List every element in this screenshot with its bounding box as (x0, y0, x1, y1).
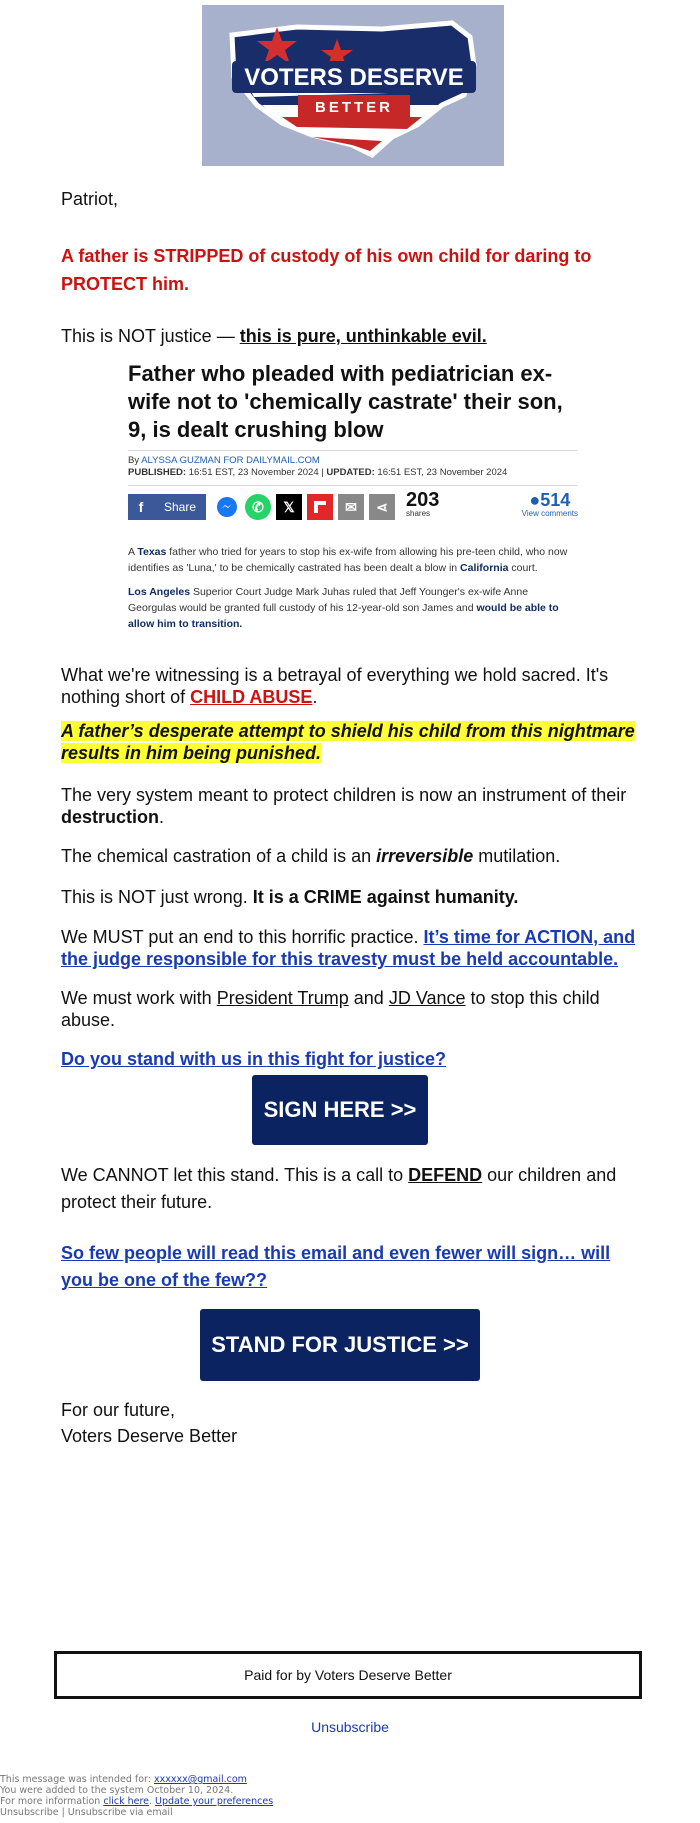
flipboard-icon[interactable] (307, 494, 333, 520)
byline-prefix: By (128, 455, 142, 466)
paid-for-text: Paid for by Voters Deserve Better (244, 1667, 452, 1683)
email-icon[interactable]: ✉ (338, 494, 364, 520)
betrayal-text: What we're witnessing is a betrayal of everything we hold sacred. It's nothing short of (61, 665, 609, 707)
system-period: . (159, 807, 165, 827)
updated-date: 16:51 EST, 23 November 2024 (374, 467, 508, 478)
comment-bubble-icon: ● (529, 490, 541, 510)
signoff (61, 1397, 641, 1449)
para2-c: would be able to allow him to transition. (128, 602, 559, 630)
justice-emphasis: this is pure, unthinkable evil. (239, 326, 487, 346)
shares-label: shares (406, 509, 431, 518)
crime-paragraph (61, 886, 641, 908)
justice-lead: This is NOT justice — (61, 326, 240, 346)
president-trump: President Trump (216, 988, 349, 1008)
legal-footer (0, 1774, 273, 1818)
shares-counter (406, 489, 440, 521)
cannot-paragraph (61, 1162, 641, 1216)
messenger-icon[interactable] (214, 494, 240, 520)
unsubscribe-row (0, 1719, 700, 1735)
us-map-logo-graphic (202, 5, 504, 166)
legal-more-line (0, 1796, 273, 1807)
child-abuse-link[interactable]: CHILD ABUSE (190, 687, 313, 707)
updated-label: UPDATED: (326, 467, 375, 478)
legal-added-line: You were added to the system October 10, 2024. (0, 1785, 234, 1796)
article-screenshot (128, 360, 578, 660)
view-comments-link[interactable]: View comments (521, 509, 578, 518)
legal-intended-line (0, 1774, 273, 1785)
stand-paragraph (61, 1048, 641, 1070)
article-byline: By ALYSSA GUZMAN FOR DAILYMAIL.COM PUBLISHED: 16:51 EST, 23 November 2024 | UPDATED: 16:51 EST, 23 November 2024 (128, 450, 578, 479)
must-paragraph (61, 926, 641, 970)
comments-counter[interactable] (521, 490, 578, 521)
sign-here-button[interactable]: SIGN HERE >> (252, 1075, 428, 1145)
intended-label: This message was intended for: (0, 1774, 154, 1785)
system-destruction: destruction (61, 807, 160, 827)
update-preferences-link[interactable]: Update your preferences (155, 1796, 274, 1807)
logo-subtitle: BETTER (315, 99, 393, 116)
intro-paragraph (61, 242, 641, 298)
legal-dot: . (149, 1796, 156, 1807)
whatsapp-icon[interactable]: ✆ (245, 494, 271, 520)
unsubscribe-link[interactable]: Unsubscribe (311, 1719, 389, 1735)
action-link[interactable]: It’s time for ACTION, and the judge responsible for this travesty must be held accountable. (61, 927, 636, 969)
para1-texas: Texas (137, 546, 167, 558)
more-label: For more information (0, 1796, 104, 1807)
share-more-icon[interactable]: ⋖ (369, 494, 395, 520)
greeting: Patriot, (61, 189, 119, 209)
highlighted-paragraph (61, 720, 641, 764)
paid-for-disclaimer (54, 1651, 642, 1699)
stand-with-us-link[interactable]: Do you stand with us in this fight for justice? (61, 1049, 446, 1069)
castration-text: The chemical castration of a child is an (61, 846, 377, 866)
betrayal-paragraph (61, 664, 641, 708)
intro-text-3: him. (147, 274, 190, 294)
cannot-defend: DEFEND (408, 1165, 483, 1185)
betrayal-period: . (312, 687, 318, 707)
system-text: The very system meant to protect children is now an instrument of their (61, 785, 627, 805)
work-and: and (348, 988, 389, 1008)
para2-los-angeles: Los Angeles (128, 586, 191, 598)
work-end: to stop this child abuse. (61, 988, 600, 1030)
justice-line (61, 325, 641, 347)
intro-text-1: A father is (61, 246, 154, 266)
castration-paragraph (61, 845, 641, 867)
signoff-line-2: Voters Deserve Better (61, 1426, 238, 1446)
comments-count-row (522, 490, 578, 510)
jd-vance: JD Vance (388, 988, 466, 1008)
article-paragraph-2 (128, 584, 578, 632)
para1-c: father who tried for years to stop his ex-wife from allowing his pre-teen child, who now identifies as 'Luna,' to be chemically castrated has been dealt a blow in (128, 546, 568, 574)
comments-count: 514 (540, 490, 571, 510)
para1-california: California (460, 562, 509, 574)
published-date: 16:51 EST, 23 November 2024 (186, 467, 319, 478)
voters-deserve-better-logo (202, 5, 504, 166)
share-button[interactable]: Share (154, 494, 206, 520)
cannot-end: our children and protect their future. (61, 1165, 617, 1212)
para1-a: A (128, 546, 138, 558)
article-headline: Father who pleaded with pediatrician ex-wife not to 'chemically castrate' their son, 9, is dealt crushing blow (128, 361, 563, 442)
intro-protect: PROTECT (61, 274, 148, 294)
cannot-text: We CANNOT let this stand. This is a call to (61, 1165, 409, 1185)
few-people-link[interactable]: So few people will read this email and even fewer will sign… will you be one of the few?? (61, 1243, 611, 1290)
highlighted-text: A father’s desperate attempt to shield his child from this nightmare results in him being punished. (61, 721, 635, 763)
intro-stripped: STRIPPED (153, 246, 244, 266)
share-bar (128, 485, 578, 522)
work-text: We must work with (61, 988, 217, 1008)
system-paragraph (61, 784, 641, 828)
para1-e: court. (508, 562, 538, 574)
logo-title: VOTERS DESERVE (244, 64, 464, 91)
facebook-icon[interactable]: f (128, 494, 154, 520)
click-here-link[interactable]: click here (103, 1796, 149, 1807)
must-text: We MUST put an end to this horrific practice. (61, 927, 424, 947)
para2-b: Superior Court Judge Mark Juhas ruled that Jeff Younger's ex-wife Anne Georgulas would be granted full custody of his 12-year-old son James and (128, 586, 529, 614)
article-author: ALYSSA GUZMAN FOR DAILYMAIL.COM (141, 455, 320, 466)
work-paragraph (61, 987, 641, 1031)
published-label: PUBLISHED: (128, 467, 187, 478)
crime-text: This is NOT just wrong. (61, 887, 253, 907)
shares-count: 203 (406, 489, 440, 511)
castration-end: mutilation. (473, 846, 561, 866)
castration-irreversible: irreversible (376, 846, 474, 866)
article-paragraph-1 (128, 544, 578, 576)
intro-text-2: of custody of his own child for daring to (243, 246, 592, 266)
signoff-line-1: For our future, (61, 1400, 176, 1420)
stand-for-justice-button[interactable]: STAND FOR JUSTICE >> (200, 1309, 480, 1381)
few-paragraph (61, 1240, 641, 1294)
x-twitter-icon[interactable]: 𝕏 (276, 494, 302, 520)
recipient-email-link[interactable]: xxxxxx@gmail.com (154, 1774, 247, 1785)
crime-bold: It is a CRIME against humanity. (252, 887, 519, 907)
legal-unsub-line[interactable]: Unsubscribe | Unsubscribe via email (0, 1807, 173, 1818)
